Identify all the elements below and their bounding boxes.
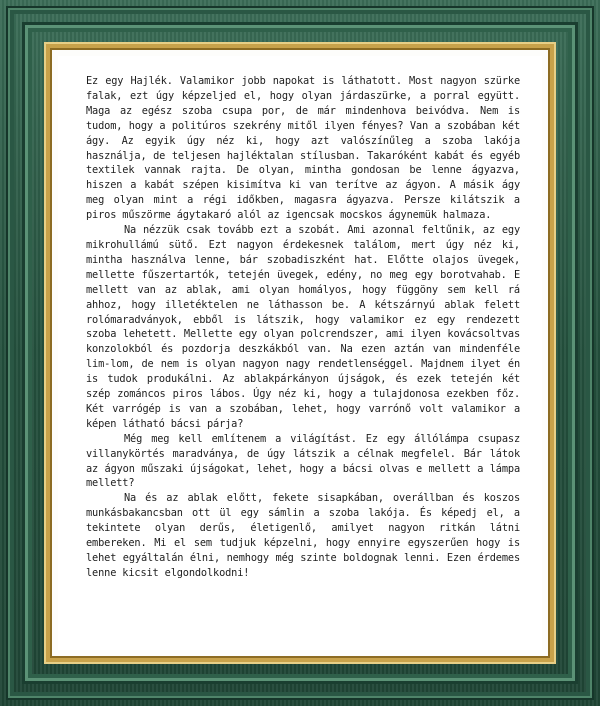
document-text	[86, 74, 520, 581]
paragraph-2: Na nézzük csak tovább ezt a szobát. Ami azonnal feltűnik, az egy mikrohullámú sütő. Ezt nagyon érdekesnek találom, mert úgy néz ki, mintha használva lenne, bár szobadiszként hat. Előtte olajos üvegek, mellette fűszertartók, tetején üvegek, edény, no meg egy borotvahab. E mellett van az ablak, ami olyan homályos, hogy függöny sem kell rá ahhoz, hogy illetéktelen ne láthasson be. A kétszárnyú ablak felett rolómaradványok, ebből is látszik, hogy valamikor ez egy rendezett szoba lehetett. Mellette egy olyan polcrendszer, ami ilyen kovácsoltvas konzolokból és pozdorja deszkákból van. Na ezen aztán van mindenféle lim-lom, de nem is olyan nagyon nagy rendetlenséggel. Majdnem ilyet én is tudok produkálni. Az ablakpárkányon újságok, és ezek tetején két szép zománcos piros lábos. Úgy néz ki, hogy a tulajdonosa ezekben főz. Két varrógép is van a szobában, lehet, hogy varrónő volt valamikor a képen látható bácsi párja?	[86, 224, 520, 430]
paragraph-4: Na és az ablak előtt, fekete sisapkában, overállban és koszos munkásbakancsban ott ül egy sámlin a szoba lakója. És képedj el, a tekintete olyan derűs, életigenlő, amilyet nagyon ritkán látni embereken. Mi el sem tudjuk képzelni, hogy ennyire egyszerűen hogy is lehet egyáltalán élni, nemhogy még szinte boldognak lenni. Ezen érdemes lenne kicsit elgondolkodni!	[86, 492, 520, 579]
paragraph-1: Ez egy Hajlék. Valamikor jobb napokat is láthatott. Most nagyon szürke falak, ezt úgy képzeljed el, hogy olyan járdaszürke, a porral együtt. Maga az egész szoba csupa por, de már mindenhova beivódva. Nem is tudom, hogy a politúros szekrény mitől ilyen fényes? Van a szobában két ágy. Az egyik úgy néz ki, hogy azt valószínűleg a szoba lakója használja, de teljesen hajléktalan stílusban. Takaróként kabát és egyéb textilek vannak rajta. De olyan, mintha gondosan be lenne ágyazva, hiszen a kabát szépen kisimítva ki van terítve az ágyon. A másik ágy meg olyan mint a régi időkben, magasra ágyazva. Persze kilátszik a piros műszörme ágytakaró alól az igencsak mocskos ágynemük halmaza.	[86, 75, 520, 222]
text-page	[58, 56, 542, 650]
gold-liner	[46, 44, 554, 662]
paragraph-3: Még meg kell említenem a világítást. Ez egy állólámpa csupasz villanykörtés maradványa, de úgy látszik a célnak megfelel. Bár látok az ágyon műszaki újságokat, lehet, hogy a bácsi olvas e mellett a lámpa mellett?	[86, 432, 520, 490]
